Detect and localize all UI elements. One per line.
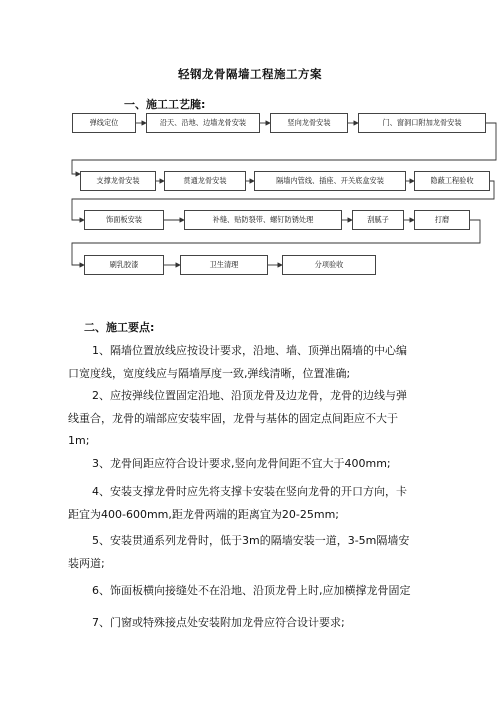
key-point-1 (68, 340, 440, 385)
key-point-5 (68, 530, 440, 575)
key-point-3-line-1: 3、龙骨间距应符合设计要求,竖向龙骨间距不宜大于400mm; (92, 457, 391, 470)
key-point-7-line-1: 7、门窗或特殊接点处安装附加龙骨应符合设计要求; (92, 616, 345, 629)
flow-step-sanding: 打磨 (414, 210, 470, 230)
key-point-2-line-3: 1m; (68, 434, 90, 447)
key-point-2 (68, 385, 440, 453)
key-point-6 (68, 580, 440, 603)
flow-step-cleanup: 卫生清理 (180, 255, 268, 275)
key-point-2-line-2: 线重合，龙骨的端部应安装牢固，龙骨与基体的固定点间距应不大于 (68, 411, 398, 425)
key-point-4-line-1: 4、安装支撑龙骨时应先将支撑卡安装在竖向龙骨的开口方向，卡 (92, 485, 407, 498)
key-point-3 (68, 453, 440, 476)
key-point-7 (68, 612, 440, 635)
flow-step-vertical-keel: 竖向龙骨安装 (270, 113, 348, 133)
key-point-1-line-2: 口宽度线，宽度线应与隔墙厚度一致,弹线清晰，位置准确; (68, 366, 351, 380)
key-point-4 (68, 481, 440, 526)
flow-step-layout-marking: 弹线定位 (72, 113, 136, 133)
key-point-1-line-1: 1、隔墙位置放线应按设计要求，沿地、墙、顶弹出隔墙的中心编 (92, 344, 407, 357)
key-point-2-line-1: 2、应按弹线位置固定沿地、沿顶龙骨及边龙骨，龙骨的边线与弹 (92, 389, 407, 402)
flow-step-perimeter-keel: 沿天、沿地、边墙龙骨安装 (146, 113, 260, 133)
key-point-5-line-2: 装两道; (68, 556, 105, 570)
key-point-6-line-1: 6、饰面板横向接缝处不在沿地、沿顶龙骨上时,应加横撑龙骨固定 (92, 584, 411, 597)
flow-step-seam-treatment: 补缝、贴防裂带、螺钉防锈处理 (184, 210, 342, 230)
section-heading-process: 一、施工工艺腌: (124, 98, 206, 111)
flow-step-acceptance: 分项验收 (282, 255, 376, 275)
flow-step-brace-keel: 支撑龙骨安装 (80, 171, 156, 191)
section-heading-key-points: 二、施工要点: (84, 321, 155, 334)
flow-step-putty: 刮腻子 (352, 210, 404, 230)
key-point-5-line-1: 5、安装贯通系列龙骨时，低于3m的隔墙安装一道，3-5m隔墙安 (92, 534, 410, 547)
flow-step-concealed-inspection: 隐蔽工程验收 (414, 171, 490, 191)
flow-step-conduits-boxes: 隔墙内管线、插座、开关底盒安装 (254, 171, 406, 191)
key-point-4-line-2: 距宜为400-600mm,距龙骨两端的距离宜为20-25mm; (68, 507, 339, 521)
document-title: 轻钢龙骨隔墙工程施工方案 (178, 67, 322, 81)
flow-step-latex-paint: 刷乳胶漆 (84, 255, 164, 275)
flow-step-panel-install: 饰面板安装 (84, 210, 164, 230)
flow-step-through-keel: 贯通龙骨安装 (164, 171, 246, 191)
flow-step-opening-keel: 门、窗洞口附加龙骨安装 (358, 113, 486, 133)
